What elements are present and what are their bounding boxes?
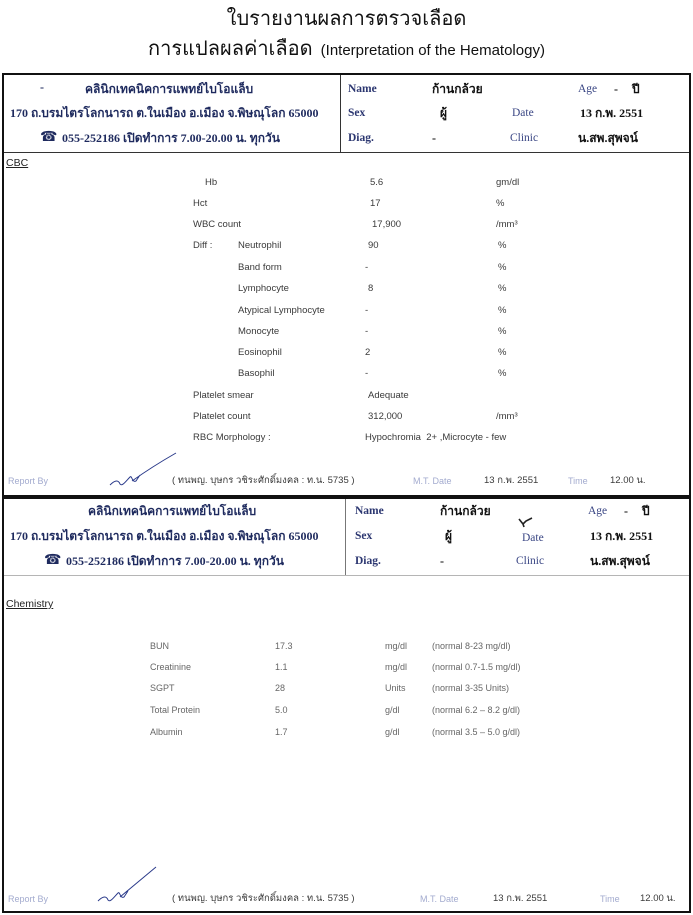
test-unit: Units <box>385 683 406 693</box>
test-unit: mg/dl <box>385 641 408 651</box>
test-value: 17 <box>370 198 381 209</box>
test-unit: % <box>496 198 505 209</box>
report-by-label: Report By <box>8 894 49 904</box>
diag-label: Diag. <box>355 555 381 567</box>
test-sublabel: Monocyte <box>238 326 280 337</box>
clinic-label: Clinic <box>510 132 539 144</box>
name-label: Name <box>355 505 384 517</box>
test-unit: % <box>498 347 507 358</box>
mt-date-label: M.T. Date <box>420 894 459 904</box>
date-value: 13 ก.พ. 2551 <box>590 529 654 543</box>
test-unit: % <box>498 283 507 294</box>
test-label: Hb <box>205 177 218 188</box>
test-value: 2 <box>365 347 371 358</box>
test-sublabel: Neutrophil <box>238 240 282 251</box>
test-value: 1.7 <box>275 727 288 737</box>
date-label: Date <box>522 532 544 544</box>
patient-name: ก้านกล้วย <box>440 504 491 518</box>
subtitle-thai: การแปลผลค่าเลือด <box>148 36 313 60</box>
sex-value: ผู้ <box>445 529 453 543</box>
header-divider-horizontal <box>4 152 689 153</box>
clinic-value: น.สพ.สุพจน์ <box>578 131 638 145</box>
time-value: 12.00 น. <box>610 475 646 486</box>
test-sublabel: Lymphocyte <box>238 283 289 294</box>
clinic-value: น.สพ.สุพจน์ <box>590 554 650 568</box>
test-label: Creatinine <box>150 662 192 672</box>
test-label: Platelet count <box>193 411 251 422</box>
time-label: Time <box>600 894 620 904</box>
normal-range: (normal 0.7-1.5 mg/dl) <box>432 662 521 672</box>
section-title: CBC <box>6 157 29 169</box>
time-value: 12.00 น. <box>640 893 676 904</box>
diag-value: - <box>440 554 444 568</box>
normal-range: (normal 6.2 – 8.2 g/dl) <box>432 705 521 715</box>
clinic-phone: 055-252186 เปิดทำการ 7.00-20.00 น. ทุกวัน <box>66 554 284 568</box>
test-value: 5.6 <box>370 177 384 188</box>
clinic-label: Clinic <box>516 555 545 567</box>
test-unit: % <box>498 326 507 337</box>
clinic-address: 170 ถ.บรมไตรโลกนารถ ต.ในเมือง อ.เมือง จ.พิษณุโลก 65000 <box>10 106 319 120</box>
test-value: 5.0 <box>275 705 288 715</box>
test-value: 8 <box>368 283 374 294</box>
test-value: Adequate <box>368 390 409 401</box>
test-unit: g/dl <box>385 705 400 715</box>
test-value: - <box>365 262 369 273</box>
clinic-address: 170 ถ.บรมไตรโลกนารถ ต.ในเมือง อ.เมือง จ.พิษณุโลก 65000 <box>10 529 319 543</box>
test-label: SGPT <box>150 683 175 693</box>
phone-icon <box>40 129 57 145</box>
header-divider-vertical <box>345 499 346 575</box>
diag-label: Diag. <box>348 132 374 144</box>
test-unit: % <box>498 262 507 273</box>
test-label: WBC count <box>193 219 242 230</box>
test-unit: % <box>498 305 507 316</box>
header-divider-horizontal <box>4 575 689 576</box>
test-value: 17,900 <box>372 219 402 230</box>
age-value: - <box>614 82 618 96</box>
cbc-report <box>2 73 691 497</box>
test-value: - <box>365 368 369 379</box>
normal-range: (normal 3-35 Units) <box>432 683 510 693</box>
test-value: Hypochromia 2+ ,Microcyte - few <box>365 432 507 443</box>
test-sublabel: Band form <box>238 262 282 273</box>
subtitle-english: (Interpretation of the Hematology) <box>320 42 545 59</box>
age-unit: ปี <box>642 504 650 518</box>
page-title: ใบรายงานผลการตรวจเลือด <box>226 6 467 30</box>
test-unit: % <box>498 240 507 251</box>
test-unit: /mm³ <box>496 411 518 422</box>
section-title: Chemistry <box>6 598 54 610</box>
test-label: BUN <box>150 641 170 651</box>
test-value: - <box>365 326 369 337</box>
test-value: - <box>365 305 369 316</box>
tick-mark-icon <box>518 517 534 528</box>
test-unit: mg/dl <box>385 662 408 672</box>
clinic-name: คลินิกเทคนิคการแพทย์ไบโอแล็บ <box>88 504 257 518</box>
test-value: 28 <box>275 683 286 693</box>
diag-value: - <box>432 131 436 145</box>
chemistry-report <box>2 497 691 913</box>
report-by-label: Report By <box>8 476 49 486</box>
signature <box>106 451 178 489</box>
sex-value: ผู้ <box>440 106 448 120</box>
age-label: Age <box>578 83 598 95</box>
normal-range: (normal 3.5 – 5.0 g/dl) <box>432 727 521 737</box>
page-subtitle <box>148 35 545 64</box>
phone-icon <box>44 552 61 568</box>
reporter-name: ( ทนพญ. บุษกร วชิระศักดิ์มงคล : ท.น. 5735 ) <box>172 893 355 904</box>
clinic-name: คลินิกเทคนิคการแพทย์ไบโอแล็บ <box>85 82 254 96</box>
header-mark: - <box>40 80 44 94</box>
test-unit: /mm³ <box>496 219 518 230</box>
sex-label: Sex <box>355 530 373 542</box>
test-value: 1.1 <box>275 662 288 672</box>
name-label: Name <box>348 83 377 95</box>
age-value: - <box>624 504 628 518</box>
mt-date-label: M.T. Date <box>413 476 452 486</box>
sex-label: Sex <box>348 107 366 119</box>
test-label: Diff : <box>193 240 213 251</box>
test-value: 312,000 <box>368 411 403 422</box>
mt-date-value: 13 ก.พ. 2551 <box>493 893 548 904</box>
date-label: Date <box>512 107 534 119</box>
test-unit: g/dl <box>385 727 400 737</box>
reporter-name: ( ทนพญ. บุษกร วชิระศักดิ์มงคล : ท.น. 5735 ) <box>172 475 355 486</box>
test-sublabel: Atypical Lymphocyte <box>238 305 325 316</box>
time-label: Time <box>568 476 588 486</box>
test-label: Albumin <box>150 727 183 737</box>
test-sublabel: Basophil <box>238 368 275 379</box>
clinic-phone: 055-252186 เปิดทำการ 7.00-20.00 น. ทุกวัน <box>62 131 280 145</box>
test-label: Total Protein <box>150 705 201 715</box>
test-sublabel: Eosinophil <box>238 347 282 358</box>
age-unit: ปี <box>632 82 640 96</box>
test-label: Platelet smear <box>193 390 254 401</box>
test-unit: % <box>498 368 507 379</box>
date-value: 13 ก.พ. 2551 <box>580 106 644 120</box>
test-value: 17.3 <box>275 641 293 651</box>
signature <box>94 865 160 905</box>
mt-date-value: 13 ก.พ. 2551 <box>484 475 539 486</box>
header-divider-vertical <box>340 75 341 152</box>
test-value: 90 <box>368 240 379 251</box>
test-label: Hct <box>193 198 208 209</box>
patient-name: ก้านกล้วย <box>432 82 483 96</box>
age-label: Age <box>588 505 608 517</box>
test-label: RBC Morphology : <box>193 432 271 443</box>
test-unit: gm/dl <box>496 177 520 188</box>
normal-range: (normal 8-23 mg/dl) <box>432 641 511 651</box>
